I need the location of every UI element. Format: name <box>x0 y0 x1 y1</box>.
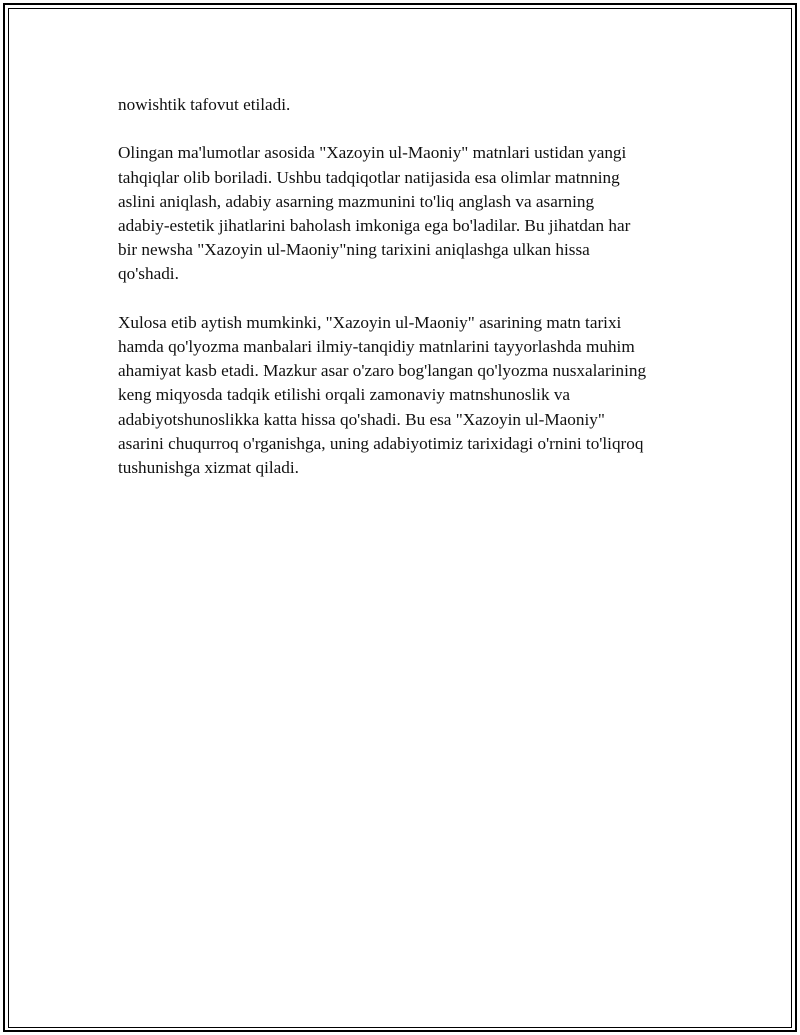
paragraph-research: Olingan ma'lumotlar asosida "Xazoyin ul-Maoniy" matnlari ustidan yangi tahqiqlar olib boriladi. Ushbu tadqiqotlar natijasida esa olimlar matnning aslini aniqlash, adabiy asarning mazmunini to'liq anglash va asarning adabiy-estetik jihatlarini baholash imkoniga ega bo'ladilar. Bu jihatdan har bir newsha "Xazoyin ul-Maoniy"ning tarixini aniqlashga ulkan hissa qo'shadi. <box>118 143 631 284</box>
paragraph-continuation: nowishtik tafovut etiladi. <box>118 95 291 114</box>
paragraph-conclusion: Xulosa etib aytish mumkinki, "Xazoyin ul-Maoniy" asarining matn tarixi hamda qo'lyozma manbalari ilmiy-tanqidiy matnlarini tayyorlashda muhim ahamiyat kasb etadi. Mazkur asar o'zaro bog'langan qo'lyozma nusxalarining keng miqyosda tadqik etilishi orqali zamonaviy matnshunoslik va adabiyotshunoslikka katta hissa qo'shadi. Bu esa "Xazoyin ul-Maoniy" asarini chuqurroq o'rganishga, uning adabiyotimiz tarixidagi o'rnini to'liqroq tushunishga xizmat qiladi. <box>118 312 647 478</box>
document-body <box>118 93 693 504</box>
